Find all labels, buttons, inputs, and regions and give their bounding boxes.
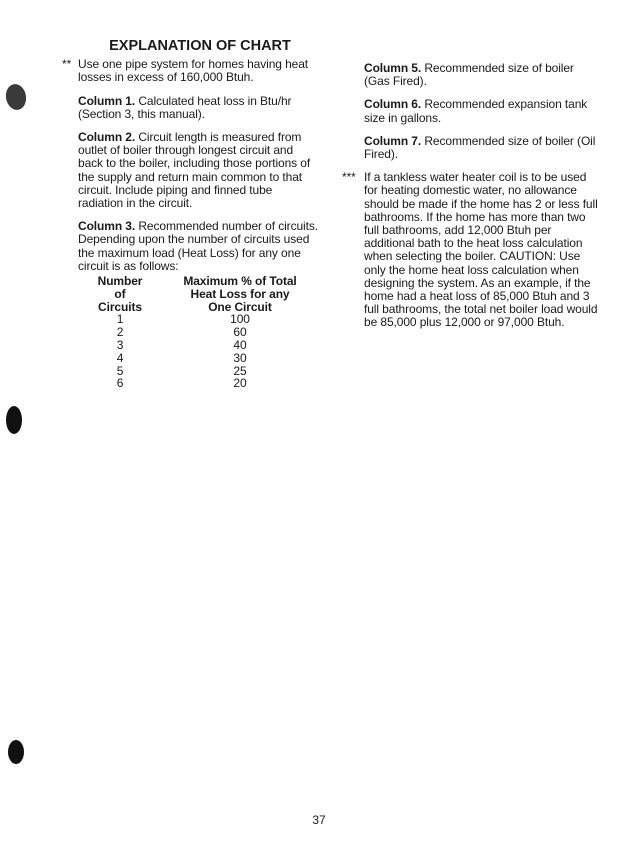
left-column <box>62 40 318 390</box>
column-text: Recommended number of circuits. Depending upon the number of circuits used the maximum load (Heat Loss) for any one circuit is as follows: <box>78 219 318 273</box>
column-label: Column 2. <box>78 130 136 145</box>
binder-hole-top <box>4 82 28 111</box>
column-1-paragraph <box>78 95 318 121</box>
header-number-of-circuits: Number of Circuits <box>97 274 143 314</box>
table-row: 6 20 <box>116 376 247 391</box>
column-5-paragraph <box>364 62 600 88</box>
binder-hole-middle <box>6 406 22 434</box>
column-text: Recommended expansion tank size in gallons. <box>364 97 588 125</box>
column-6-paragraph <box>364 98 600 124</box>
column-label: Column 1. <box>78 93 136 108</box>
right-column <box>342 62 600 340</box>
note-text: If a tankless water heater coil is to be used for heating domestic water, no allowance should be made if the home has 2 or less full bathrooms. If the home has more than two full bathrooms, add 12,000 Btuh per additional bath to the heat loss calculation when selecting the boiler. CAUTION: Use only the home heat loss calculation when designing the system. As an example, if the home had a heat loss of 85,000 Btuh and 3 full bathrooms, the total net boiler load would be 85,000 plus 12,000 or 97,000 Btuh. <box>364 170 598 330</box>
column-7-paragraph <box>364 135 600 161</box>
page-number: 37 <box>312 813 326 827</box>
note-mark-triple-asterisk: *** <box>342 170 356 185</box>
column-text: Recommended size of boiler (Gas Fired). <box>364 61 574 89</box>
circuit-load-table <box>78 275 318 390</box>
binder-hole-bottom <box>8 740 24 764</box>
note-tankless-water-heater <box>342 171 600 329</box>
table-row: 5 25 <box>116 363 247 378</box>
header-max-percent-heat-loss: Maximum % of Total Heat Loss for any One Circuit <box>183 274 297 314</box>
table-header-row <box>78 275 318 313</box>
column-text: Circuit length is measured from outlet of boiler through longest circuit and back to the boiler, including those portions of the supply and return main common to that circuit. Include piping and finned tube radiation in the circuit. <box>78 130 311 211</box>
column-2-paragraph <box>78 131 318 210</box>
table-row: 3 40 <box>116 338 247 353</box>
column-label: Column 6. <box>364 97 422 112</box>
column-text: Calculated heat loss in Btu/hr (Section 3, this manual). <box>78 93 292 121</box>
table-row: 2 60 <box>116 325 247 340</box>
table-row: 1 100 <box>116 312 250 327</box>
note-mark-double-asterisk: ** <box>62 57 72 72</box>
note-text: Use one pipe system for homes having heat losses in excess of 160,000 Btuh. <box>78 57 309 85</box>
column-label: Column 3. <box>78 219 136 234</box>
table-row: 4 30 <box>116 350 247 365</box>
column-text: Recommended size of boiler (Oil Fired). <box>364 133 596 162</box>
note-one-pipe <box>62 58 318 84</box>
column-3-paragraph <box>78 220 318 273</box>
page-title: EXPLANATION OF CHART <box>109 38 291 54</box>
column-label: Column 7. <box>364 133 422 148</box>
column-label: Column 5. <box>364 61 422 75</box>
